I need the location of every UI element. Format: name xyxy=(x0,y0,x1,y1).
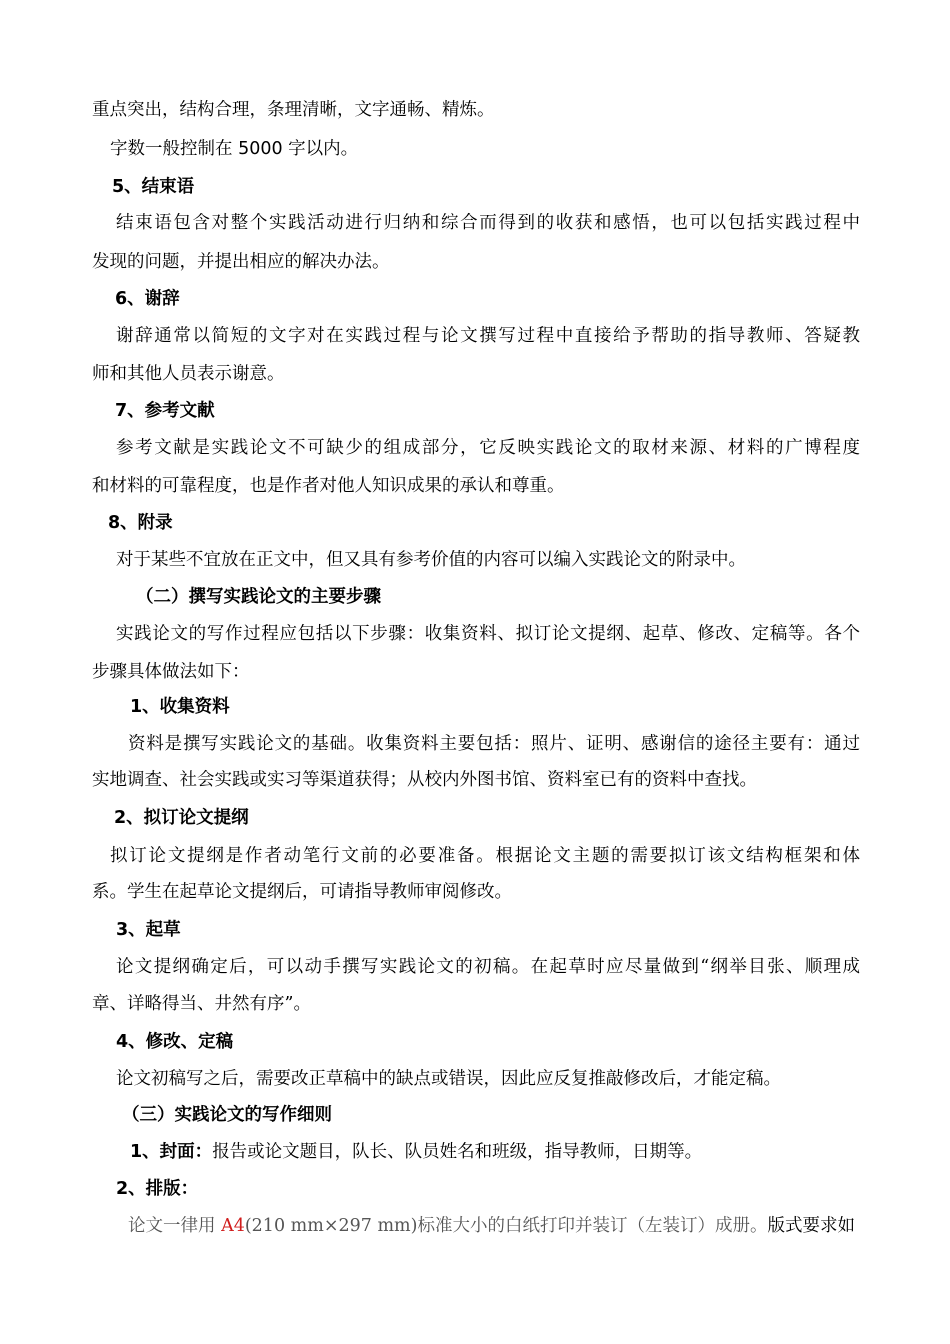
layout-text-post: 版式要求如 xyxy=(767,1216,855,1236)
rule-cover xyxy=(130,1140,860,1164)
rule-cover-label: 1、封面： xyxy=(130,1142,213,1162)
paragraph-5-line-2: 发现的问题，并提出相应的解决办法。 xyxy=(92,252,390,272)
paragraph-7-line-1: 参考文献是实践论文不可缺少的组成部分，它反映实践论文的取材来源、材料的广博程度 xyxy=(116,438,860,458)
heading-step-2: 2、拟订论文提纲 xyxy=(114,808,249,828)
paragraph-sec2-line-1: 实践论文的写作过程应包括以下步骤：收集资料、拟订论文提纲、起草、修改、定稿等。各个 xyxy=(116,624,860,644)
paragraph-layout-line-1 xyxy=(128,1214,862,1238)
paragraph-step-4-line-1: 论文初稿写之后，需要改正草稿中的缺点或错误，因此应反复推敲修改后，才能定稿。 xyxy=(116,1069,781,1089)
paragraph-step-2-line-2: 系。学生在起草论文提纲后，可请指导教师审阅修改。 xyxy=(92,882,512,902)
heading-7: 7、参考文献 xyxy=(115,401,215,421)
layout-text-pre: 论文一律用 xyxy=(128,1216,222,1236)
paragraph-7-line-2: 和材料的可靠程度，也是作者对他人知识成果的承认和尊重。 xyxy=(92,476,565,496)
word-count-number: 5000 xyxy=(238,139,283,159)
paragraph-step-3-line-1: 论文提纲确定后，可以动手撰写实践论文的初稿。在起草时应尽量做到“纲举目张、顺理成 xyxy=(116,957,860,977)
heading-6: 6、谢辞 xyxy=(115,289,180,309)
layout-text-mid: (210 mm×297 mm)标准大小的白纸打印并装订（左装订）成册。 xyxy=(244,1216,768,1236)
section-heading-2: （二）撰写实践论文的主要步骤 xyxy=(136,587,381,607)
paragraph-step-1-line-2: 实地调查、社会实践或实习等渠道获得；从校内外图书馆、资料室已有的资料中查找。 xyxy=(92,770,757,790)
paragraph-word-count xyxy=(110,137,860,161)
heading-step-3: 3、起草 xyxy=(116,920,181,940)
layout-text-a4: A4 xyxy=(221,1216,245,1236)
rule-cover-text: 报告或论文题目，队长、队员姓名和班级，指导教师，日期等。 xyxy=(212,1142,703,1162)
paragraph-6-line-1: 谢辞通常以简短的文字对在实践过程与论文撰写过程中直接给予帮助的指导教师、答疑教 xyxy=(116,326,860,346)
heading-8: 8、附录 xyxy=(108,513,173,533)
rule-layout-label: 2、排版： xyxy=(116,1179,199,1199)
paragraph-6-line-2: 师和其他人员表示谢意。 xyxy=(92,364,285,384)
paragraph-step-3-line-2: 章、详略得当、井然有序”。 xyxy=(92,994,311,1014)
heading-step-1: 1、收集资料 xyxy=(130,697,230,717)
paragraph-8-line-1: 对于某些不宜放在正文中，但又具有参考价值的内容可以编入实践论文的附录中。 xyxy=(116,550,746,570)
paragraph-step-2-line-1: 拟订论文提纲是作者动笔行文前的必要准备。根据论文主题的需要拟订该文结构框架和体 xyxy=(110,846,860,866)
heading-step-4: 4、修改、定稿 xyxy=(116,1032,234,1052)
heading-5: 5、结束语 xyxy=(112,177,195,197)
paragraph-step-1-line-1: 资料是撰写实践论文的基础。收集资料主要包括：照片、证明、感谢信的途径主要有：通过 xyxy=(128,734,860,754)
paragraph-5-line-1: 结束语包含对整个实践活动进行归纳和综合而得到的收获和感悟，也可以包括实践过程中 xyxy=(116,213,860,233)
paragraph-sec2-line-2: 步骤具体做法如下： xyxy=(92,662,250,682)
section-heading-3: （三）实践论文的写作细则 xyxy=(122,1105,332,1125)
word-count-pre: 字数一般控制在 xyxy=(110,139,239,159)
word-count-post: 字以内。 xyxy=(282,139,359,159)
paragraph-intro-end: 重点突出，结构合理，条理清晰，文字通畅、精炼。 xyxy=(92,100,495,120)
